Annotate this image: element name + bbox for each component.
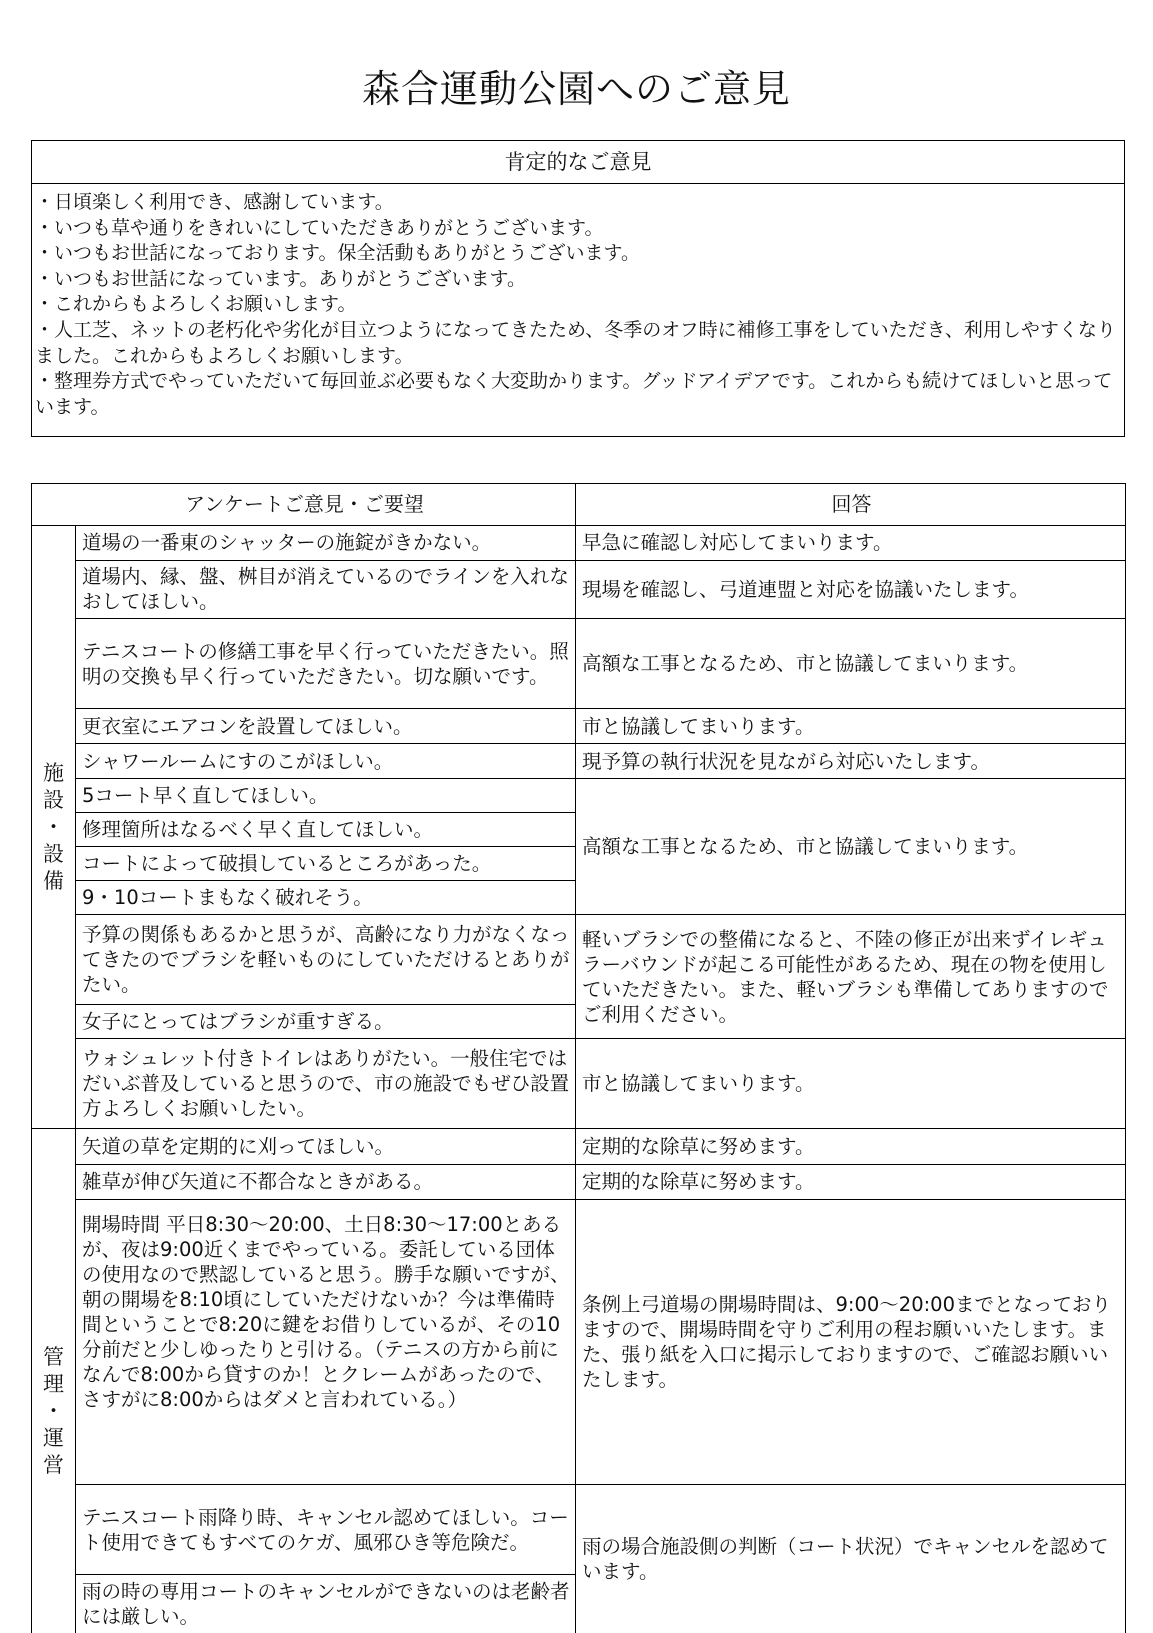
request-cell: 道場の一番東のシャッターの施錠がきかない。: [76, 525, 576, 560]
list-item: ・人工芝、ネットの老朽化や劣化が目立つようになってきたため、冬季のオフ時に補修工事をしていただき、利用しやすくなりました。これからもよろしくお願いします。: [35, 318, 1116, 367]
answer-cell: 現場を確認し、弓道連盟と対応を協議いたします。: [576, 560, 1126, 618]
answer-cell: 市と協議してまいります。: [576, 1039, 1126, 1129]
request-cell: テニスコート雨降り時、キャンセル認めてほしい。コート使用できてもすべてのケガ、風邪ひき等危険だ。: [76, 1485, 576, 1575]
request-cell: テニスコートの修繕工事を早く行っていただきたい。照明の交換も早く行っていただきたい。切な願いです。: [76, 619, 576, 709]
table-row: [32, 1199, 1126, 1484]
list-item: ・日頃楽しく利用でき、感謝しています。: [35, 191, 394, 213]
table-row: [32, 560, 1126, 618]
request-cell: 開場時間 平日8:30～20:00、土日8:30～17:00とあるが、夜は9:00近くまでやっている。委託している団体の使用なので黙認していると思う。勝手な願いですが、朝の開場を8:10頃にしていただけないか？今は準備時間ということで8:20に鍵をお借りしているが、その10分前だと少しゆったりと引ける。（テニスの方から前になんで8:00から貸すのか！とクレームがあったので、さすがに8:00からはダメと言われている。）: [76, 1199, 576, 1484]
answer-cell: 早急に確認し対応してまいります。: [576, 525, 1126, 560]
request-cell: 道場内、縁、盤、桝目が消えているのでラインを入れなおしてほしい。: [76, 560, 576, 618]
answer-cell: 定期的な除草に努めます。: [576, 1164, 1126, 1199]
request-cell: 雨の時の専用コートのキャンセルができないのは老齢者には厳しい。: [76, 1575, 576, 1633]
list-item: ・いつもお世話になっております。保全活動もありがとうございます。: [35, 242, 640, 265]
table-row: [32, 1164, 1126, 1199]
positive-opinions-list: [32, 184, 1124, 420]
answer-cell: 軽いブラシでの整備になると、不陸の修正が出来ずイレギュラーバウンドが起こる可能性があるため、現在の物を使用していただきたい。また、軽いブラシも準備してありますのでご利用ください。: [576, 915, 1126, 1039]
answer-cell: 条例上弓道場の開場時間は、9:00～20:00までとなっておりますので、開場時間を守りご利用の程お願いいたします。また、張り紙を入口に掲示しておりますので、ご確認お願いいたします。: [576, 1199, 1126, 1484]
list-item: ・これからもよろしくお願いします。: [35, 293, 357, 316]
answer-cell: 雨の場合施設側の判断（コート状況）でキャンセルを認めています。: [576, 1485, 1126, 1633]
table-row: [32, 779, 1126, 813]
table-row: [32, 915, 1126, 1005]
request-cell: 5コート早く直してほしい。: [76, 779, 576, 813]
positive-opinions-heading: 肯定的なご意見: [32, 141, 1124, 184]
answer-cell: 現予算の執行状況を見ながら対応いたします。: [576, 744, 1126, 779]
table-header-row: [32, 484, 1126, 526]
table-row: [32, 1485, 1126, 1575]
request-cell: 予算の関係もあるかと思うが、高齢になり力がなくなってきたのでブラシを軽いものにしていただけるとありがたい。: [76, 915, 576, 1005]
request-cell: シャワールームにすのこがほしい。: [76, 744, 576, 779]
table-row: [32, 709, 1126, 744]
category-facility: 施 設 ・ 設 備: [32, 525, 76, 1129]
request-answer-table: [31, 483, 1126, 1633]
table-row: [32, 1039, 1126, 1129]
table-row: [32, 525, 1126, 560]
answer-cell: 定期的な除草に努めます。: [576, 1129, 1126, 1164]
request-cell: 修理箇所はなるべく早く直してほしい。: [76, 813, 576, 847]
answer-cell: 市と協議してまいります。: [576, 709, 1126, 744]
header-request: アンケートご意見・ご要望: [32, 484, 576, 526]
request-cell: コートによって破損しているところがあった。: [76, 847, 576, 881]
answer-cell: 高額な工事となるため、市と協議してまいります。: [576, 619, 1126, 709]
request-cell: 更衣室にエアコンを設置してほしい。: [76, 709, 576, 744]
request-cell: 矢道の草を定期的に刈ってほしい。: [76, 1129, 576, 1164]
request-cell: ウォシュレット付きトイレはありがたい。一般住宅ではだいぶ普及していると思うので、市の施設でもぜひ設置方よろしくお願いしたい。: [76, 1039, 576, 1129]
table-row: [32, 1129, 1126, 1164]
table-row: [32, 619, 1126, 709]
table-row: [32, 744, 1126, 779]
list-item: ・整理券方式でやっていただいて毎回並ぶ必要もなく大変助かります。グッドアイデアです。これからも続けてほしいと思っています。: [35, 370, 1113, 418]
request-cell: 9・10コートまもなく破れそう。: [76, 881, 576, 915]
category-management: 管 理 ・ 運 営: [32, 1129, 76, 1633]
request-cell: 女子にとってはブラシが重すぎる。: [76, 1005, 576, 1039]
list-item: ・いつも草や通りをきれいにしていただきありがとうございます。: [35, 216, 604, 239]
list-item: ・いつもお世話になっています。ありがとうございます。: [35, 267, 526, 290]
answer-cell: 高額な工事となるため、市と協議してまいります。: [576, 779, 1126, 915]
header-answer: 回答: [576, 484, 1126, 526]
request-cell: 雑草が伸び矢道に不都合なときがある。: [76, 1164, 576, 1199]
positive-opinions-box: [31, 140, 1125, 437]
page-title: 森合運動公園へのご意見: [361, 67, 791, 111]
